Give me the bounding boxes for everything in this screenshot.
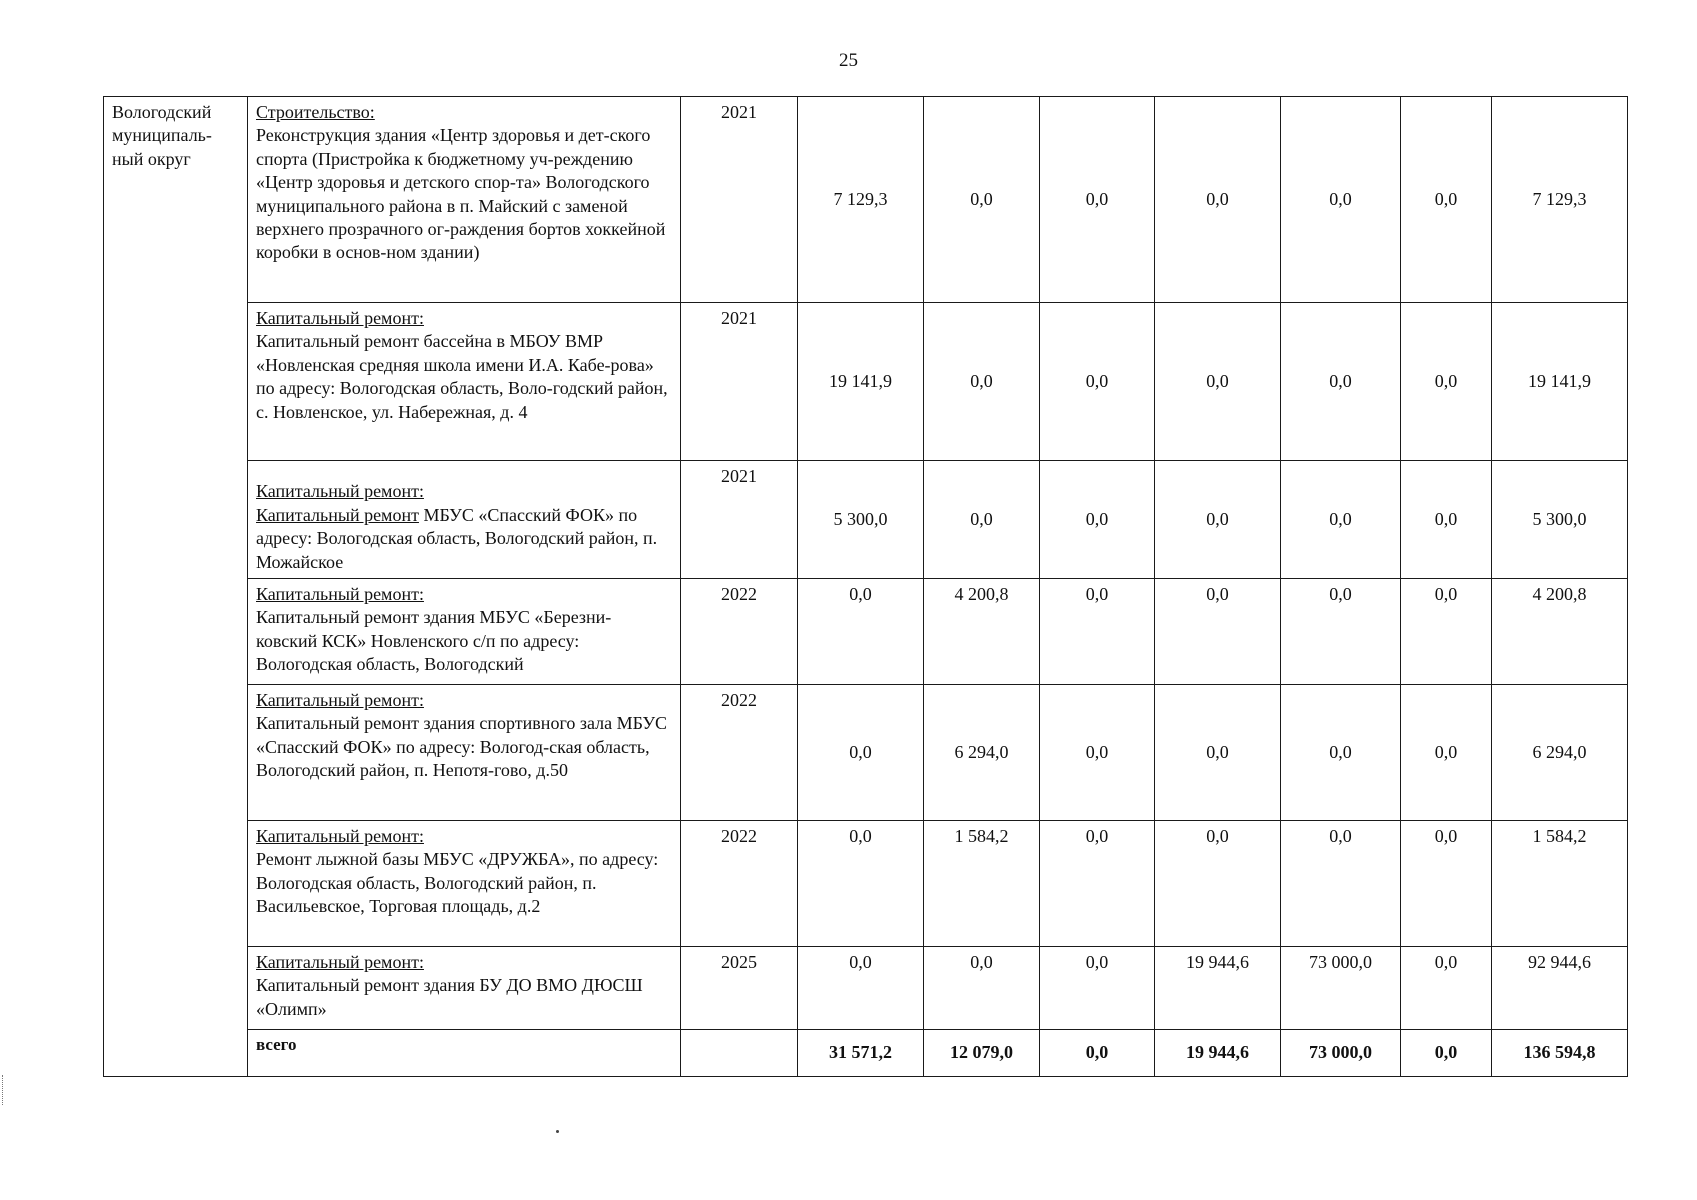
total-value-cell: 12 079,0	[924, 1030, 1040, 1077]
value-cell: 0,0	[1401, 303, 1492, 461]
row-total-cell: 1 584,2	[1492, 821, 1628, 947]
total-value-cell: 0,0	[1040, 1030, 1155, 1077]
object-description	[248, 685, 681, 821]
value-cell: 0,0	[1155, 685, 1281, 821]
value-cell: 0,0	[924, 461, 1040, 579]
table-row	[104, 685, 1628, 821]
row-total-cell: 92 944,6	[1492, 947, 1628, 1030]
page-number: 25	[839, 50, 858, 71]
scan-margin-marks	[2, 1075, 7, 1105]
value-cell: 0,0	[1155, 461, 1281, 579]
row-total-cell: 19 141,9	[1492, 303, 1628, 461]
value-cell: 0,0	[1401, 947, 1492, 1030]
value-cell: 0,0	[1155, 579, 1281, 685]
value-cell: 0,0	[924, 947, 1040, 1030]
table-row	[104, 303, 1628, 461]
value-cell: 0,0	[1155, 97, 1281, 303]
total-label: всего	[248, 1030, 681, 1077]
value-cell: 0,0	[1040, 303, 1155, 461]
value-cell: 0,0	[1401, 821, 1492, 947]
row-total-cell: 6 294,0	[1492, 685, 1628, 821]
work-type: Капитальный ремонт:	[256, 308, 424, 328]
object-description	[248, 821, 681, 947]
table-row	[104, 947, 1628, 1030]
row-total-cell: 5 300,0	[1492, 461, 1628, 579]
value-cell: 0,0	[1401, 579, 1492, 685]
grand-total-cell: 136 594,8	[1492, 1030, 1628, 1077]
value-cell: 0,0	[924, 303, 1040, 461]
value-cell: 4 200,8	[924, 579, 1040, 685]
object-name: Реконструкция здания «Центр здоровья и дет-ского спорта (Пристройка к бюджетному уч-реждению «Центр здоровья и детского спор-та» Вологодского муниципального района в п. Майский с заменой верхнего прозрачного ог-раждения бортов хоккейной коробки в основ-ном здании)	[256, 125, 666, 263]
work-type: Капитальный ремонт:	[256, 690, 424, 710]
object-name: Капитальный ремонт бассейна в МБОУ ВМР «Новленская средняя школа имени И.А. Кабе-рова» по адресу: Вологодская область, Воло-годский район, с. Новленское, ул. Набережная, д. 4	[256, 331, 668, 422]
value-cell: 19 141,9	[798, 303, 924, 461]
object-name-rest: МБУС «Спасский ФОК» по адресу: Вологодская область, Вологодский район, п. Можайское	[256, 504, 658, 572]
row-total-cell: 7 129,3	[1492, 97, 1628, 303]
value-cell: 0,0	[798, 821, 924, 947]
object-description	[248, 461, 681, 579]
value-cell: 0,0	[798, 579, 924, 685]
object-name-underlined: Капитальный ремонт	[256, 504, 419, 525]
year-cell: 2021	[681, 461, 798, 579]
value-cell: 0,0	[1040, 685, 1155, 821]
total-year-cell	[681, 1030, 798, 1077]
object-name: Ремонт лыжной базы МБУС «ДРУЖБА», по адресу: Вологодская область, Вологодский район, п. Васильевское, Торговая площадь, д.2	[256, 849, 659, 917]
year-cell: 2021	[681, 97, 798, 303]
district-cell: Вологодский муниципаль-ный округ	[104, 97, 248, 1077]
value-cell: 19 944,6	[1155, 947, 1281, 1030]
value-cell: 0,0	[1281, 461, 1401, 579]
total-value-cell: 31 571,2	[798, 1030, 924, 1077]
value-cell: 0,0	[1040, 821, 1155, 947]
value-cell: 0,0	[1040, 97, 1155, 303]
value-cell: 0,0	[1040, 579, 1155, 685]
value-cell: 0,0	[798, 947, 924, 1030]
work-type: Капитальный ремонт:	[256, 952, 424, 972]
value-cell: 0,0	[924, 97, 1040, 303]
total-value-cell: 19 944,6	[1155, 1030, 1281, 1077]
work-type: Строительство:	[256, 102, 375, 122]
scan-dot	[556, 1130, 559, 1133]
total-value-cell: 0,0	[1401, 1030, 1492, 1077]
object-name: Капитальный ремонт здания МБУС «Березни-ковский КСК» Новленского с/п по адресу: Вологодская область, Вологодский	[256, 607, 612, 675]
total-row	[104, 1030, 1628, 1077]
object-name: Капитальный ремонт здания спортивного зала МБУС «Спасский ФОК» по адресу: Вологод-ская область, Вологодский район, п. Непотя-гово, д.50	[256, 713, 668, 781]
value-cell: 0,0	[1281, 303, 1401, 461]
object-name: Капитальный ремонт здания БУ ДО ВМО ДЮСШ «Олимп»	[256, 975, 643, 1019]
table-row	[104, 461, 1628, 579]
table-row	[104, 97, 1628, 303]
object-description	[248, 97, 681, 303]
value-cell: 5 300,0	[798, 461, 924, 579]
row-total-cell: 4 200,8	[1492, 579, 1628, 685]
value-cell: 0,0	[1401, 685, 1492, 821]
table-row	[104, 821, 1628, 947]
work-type: Капитальный ремонт:	[256, 481, 424, 502]
value-cell: 0,0	[1040, 947, 1155, 1030]
value-cell: 0,0	[798, 685, 924, 821]
value-cell: 7 129,3	[798, 97, 924, 303]
work-type: Капитальный ремонт:	[256, 826, 424, 846]
value-cell: 1 584,2	[924, 821, 1040, 947]
value-cell: 0,0	[1281, 579, 1401, 685]
value-cell: 0,0	[1401, 461, 1492, 579]
value-cell: 0,0	[1281, 685, 1401, 821]
year-cell: 2022	[681, 685, 798, 821]
value-cell: 73 000,0	[1281, 947, 1401, 1030]
value-cell: 0,0	[1281, 97, 1401, 303]
value-cell: 0,0	[1155, 821, 1281, 947]
object-description	[248, 947, 681, 1030]
year-cell: 2025	[681, 947, 798, 1030]
budget-table	[103, 96, 1628, 1077]
year-cell: 2021	[681, 303, 798, 461]
table-row	[104, 579, 1628, 685]
year-cell: 2022	[681, 821, 798, 947]
value-cell: 0,0	[1040, 461, 1155, 579]
total-value-cell: 73 000,0	[1281, 1030, 1401, 1077]
value-cell: 0,0	[1155, 303, 1281, 461]
value-cell: 6 294,0	[924, 685, 1040, 821]
object-description	[248, 303, 681, 461]
year-cell: 2022	[681, 579, 798, 685]
value-cell: 0,0	[1401, 97, 1492, 303]
object-description	[248, 579, 681, 685]
object-name	[256, 504, 672, 574]
work-type: Капитальный ремонт:	[256, 584, 424, 604]
value-cell: 0,0	[1281, 821, 1401, 947]
